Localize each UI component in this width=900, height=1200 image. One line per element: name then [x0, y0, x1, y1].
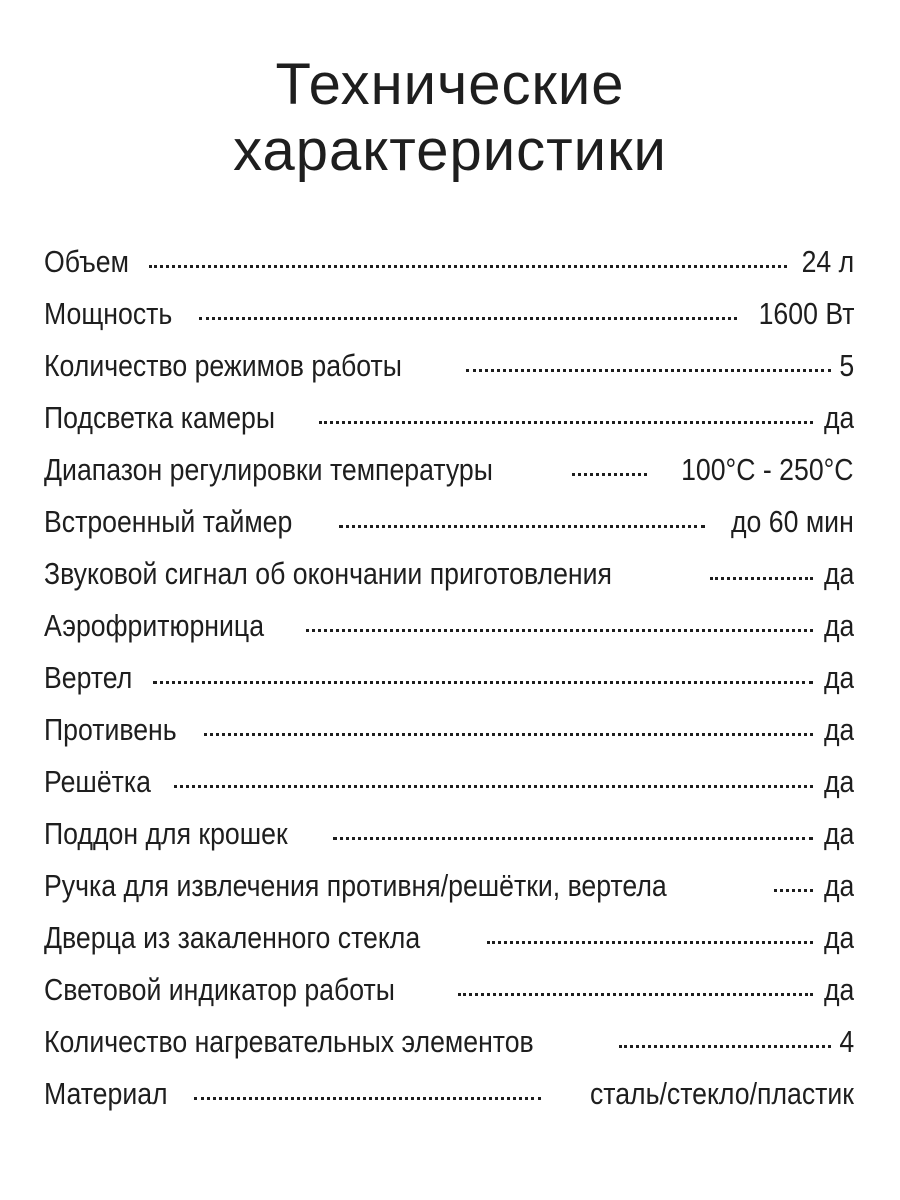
spec-value: 4: [839, 1024, 854, 1059]
dot-leader: [333, 837, 812, 840]
spec-value: 100°C - 250°C: [681, 452, 854, 487]
spec-row-baking-tray: [44, 704, 854, 756]
spec-label: Количество нагревательных элементов: [44, 1024, 534, 1059]
spec-value: 5: [839, 348, 854, 383]
dot-leader: [487, 941, 812, 944]
spec-value: 24 л: [801, 244, 854, 279]
spec-value: да: [823, 920, 854, 955]
spec-value: до 60 мин: [731, 504, 854, 539]
spec-value: да: [823, 608, 854, 643]
spec-row-handle: [44, 860, 854, 912]
spec-label: Встроенный таймер: [44, 504, 293, 539]
spec-label: Диапазон регулировки температуры: [44, 452, 493, 487]
spec-row-timer: [44, 496, 854, 548]
title-line-2: характеристики: [233, 118, 667, 183]
spec-label: Объем: [44, 244, 129, 279]
dot-leader: [174, 785, 812, 788]
page-title: [0, 52, 900, 184]
spec-row-modes: [44, 340, 854, 392]
spec-label: Ручка для извлечения противня/решётки, вертела: [44, 868, 667, 903]
spec-label: Поддон для крошек: [44, 816, 288, 851]
spec-row-air-fryer: [44, 600, 854, 652]
dot-leader: [204, 733, 812, 736]
dot-leader: [572, 473, 647, 476]
spec-row-volume: [44, 236, 854, 288]
spec-label: Количество режимов работы: [44, 348, 402, 383]
spec-row-rotisserie: [44, 652, 854, 704]
spec-label: Решётка: [44, 764, 151, 799]
spec-label: Звуковой сигнал об окончании приготовления: [44, 556, 612, 591]
spec-row-crumb-tray: [44, 808, 854, 860]
spec-value: да: [823, 660, 854, 695]
spec-list: [44, 236, 854, 1120]
spec-label: Материал: [44, 1076, 168, 1111]
spec-row-chamber-light: [44, 392, 854, 444]
spec-value: да: [823, 400, 854, 435]
spec-row-glass-door: [44, 912, 854, 964]
spec-label: Подсветка камеры: [44, 400, 276, 435]
dot-leader: [199, 317, 736, 320]
spec-value: да: [823, 556, 854, 591]
spec-row-indicator-light: [44, 964, 854, 1016]
dot-leader: [339, 525, 705, 528]
spec-value: да: [823, 712, 854, 747]
dot-leader: [194, 1097, 541, 1100]
spec-label: Аэрофритюрница: [44, 608, 265, 643]
dot-leader: [458, 993, 813, 996]
spec-label: Мощность: [44, 296, 173, 331]
title-line-1: Технические: [275, 52, 625, 117]
spec-row-material: [44, 1068, 854, 1120]
spec-row-temperature-range: [44, 444, 854, 496]
spec-row-power: [44, 288, 854, 340]
spec-row-grill-rack: [44, 756, 854, 808]
dot-leader: [306, 629, 813, 632]
spec-label: Противень: [44, 712, 177, 747]
dot-leader: [774, 889, 813, 892]
spec-row-sound-signal: [44, 548, 854, 600]
dot-leader: [153, 681, 813, 684]
spec-row-heating-elements: [44, 1016, 854, 1068]
spec-value: да: [823, 972, 854, 1007]
dot-leader: [319, 421, 813, 424]
spec-label: Световой индикатор работы: [44, 972, 395, 1007]
dot-leader: [149, 265, 787, 268]
dot-leader: [619, 1045, 830, 1048]
dot-leader: [466, 369, 831, 372]
spec-value: да: [823, 868, 854, 903]
spec-value: да: [823, 764, 854, 799]
dot-leader: [710, 577, 812, 580]
spec-value: да: [823, 816, 854, 851]
spec-label: Дверца из закаленного стекла: [44, 920, 421, 955]
spec-value: 1600 Вт: [758, 296, 854, 331]
spec-value: сталь/стекло/пластик: [590, 1076, 854, 1111]
spec-label: Вертел: [44, 660, 133, 695]
